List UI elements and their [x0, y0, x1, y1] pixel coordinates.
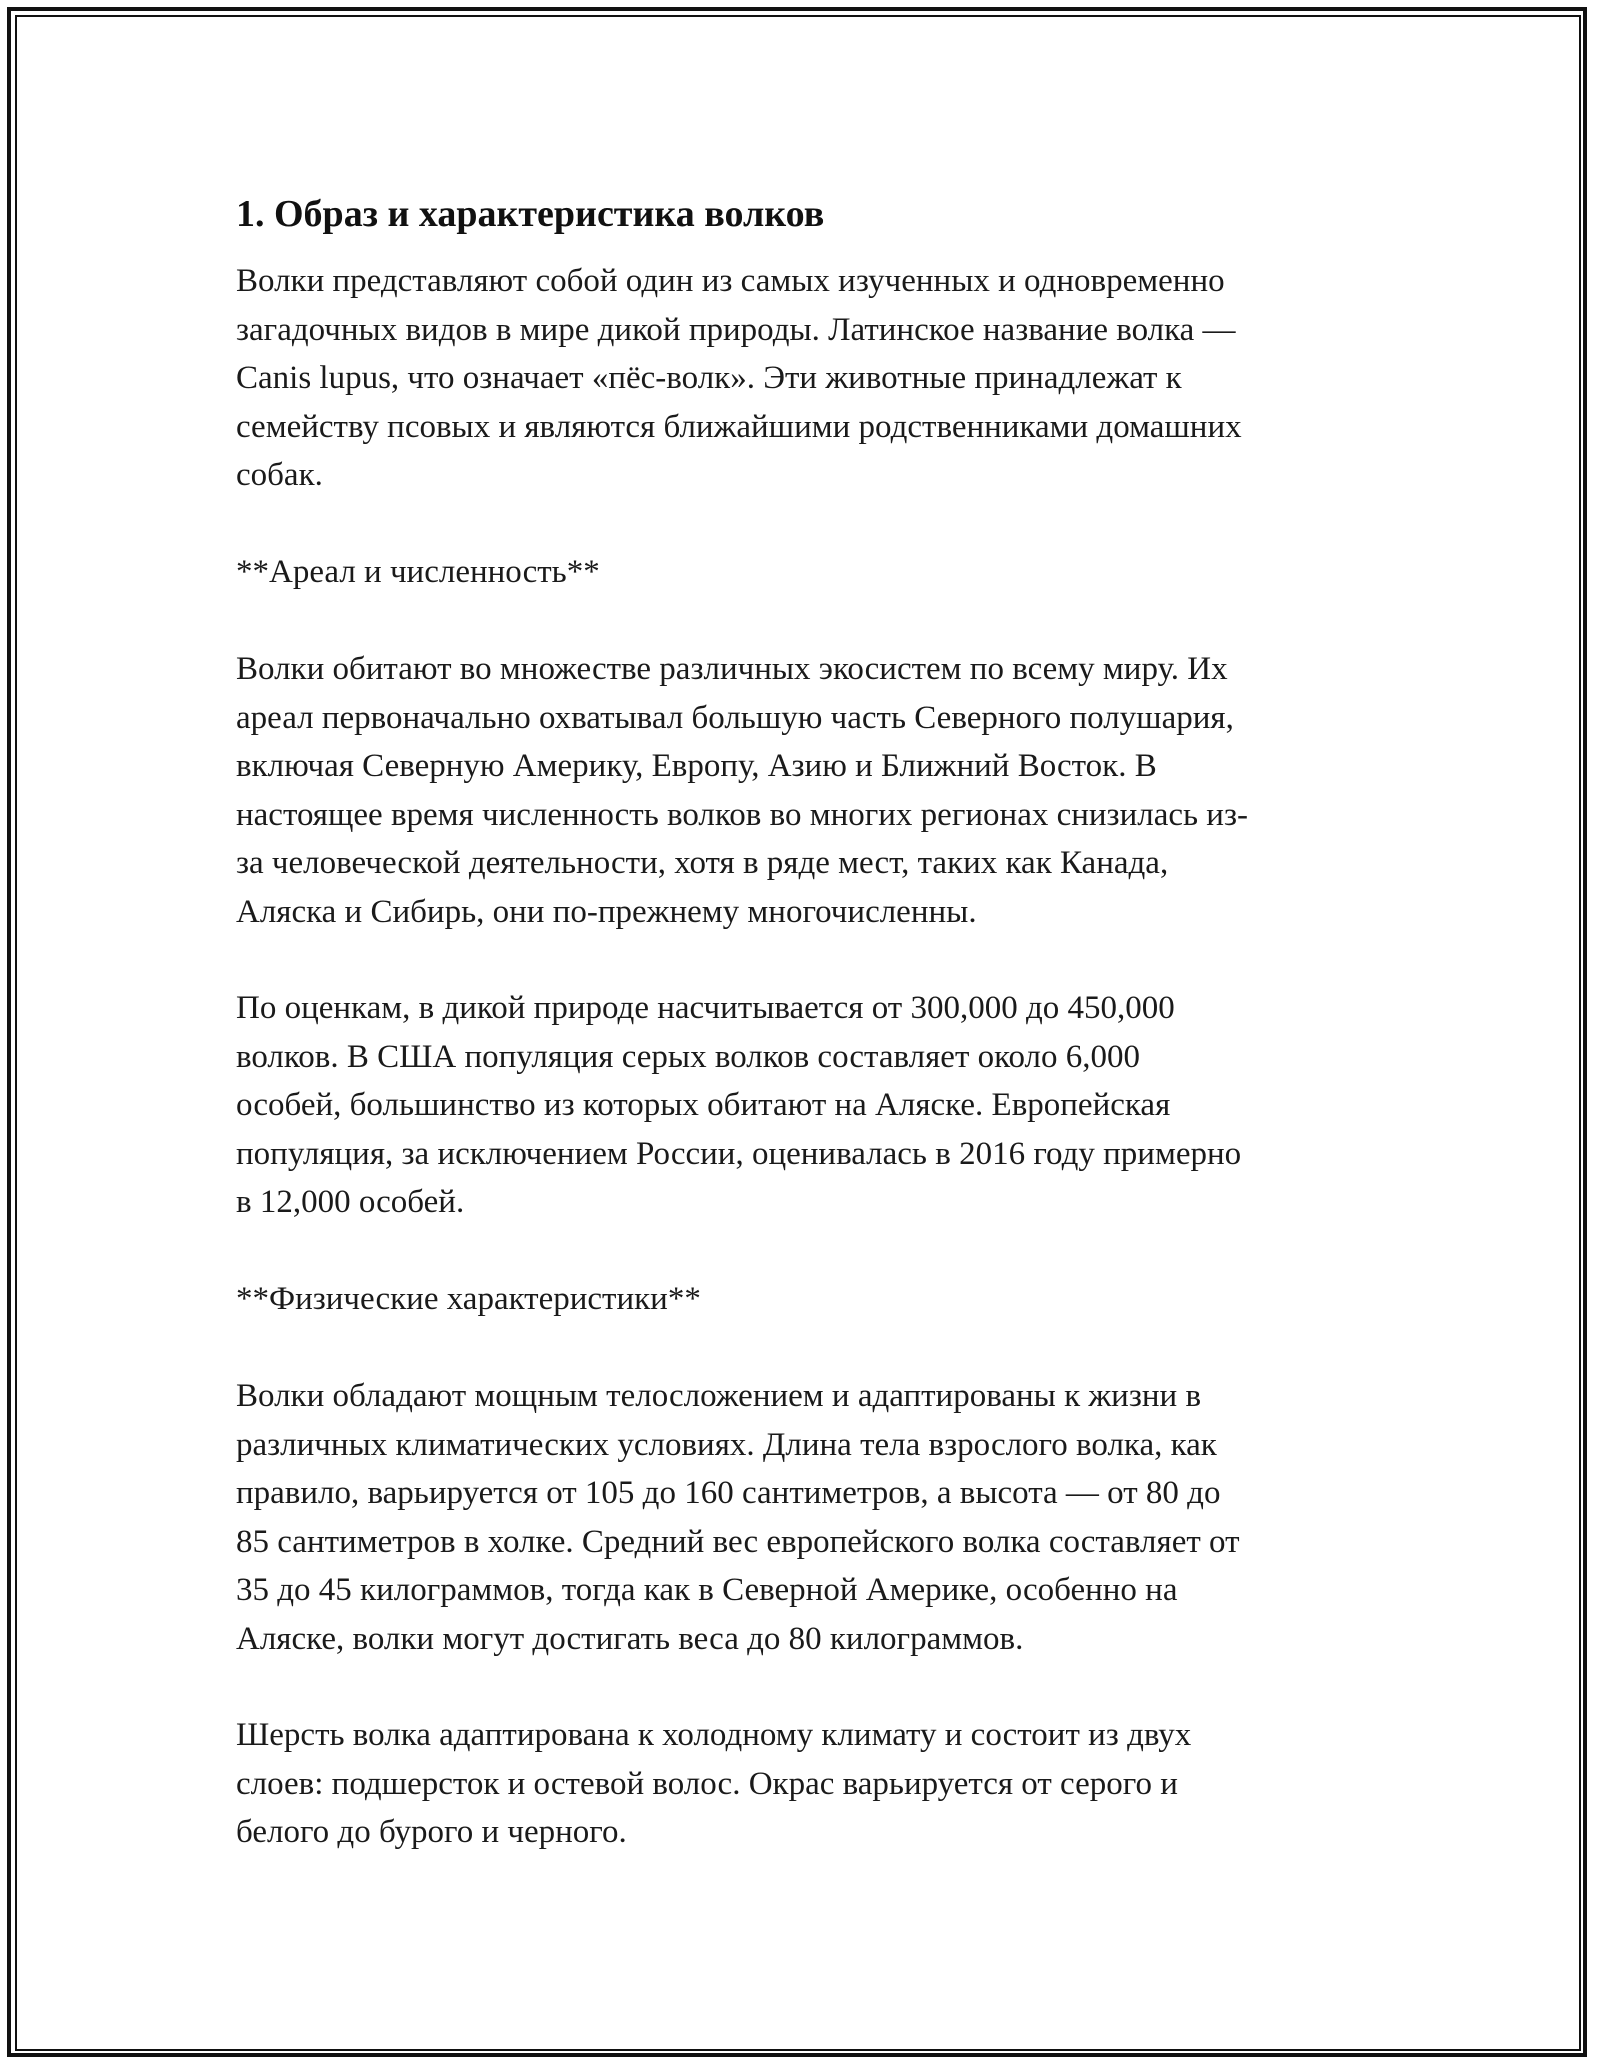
text-line: собак.: [236, 457, 323, 493]
text-line: за человеческой деятельности, хотя в ряде мест, таких как Канада,: [236, 845, 1169, 881]
text-line: 85 сантиметров в холке. Средний вес европейского волка составляет от: [236, 1523, 1240, 1560]
paragraph-fur: [236, 1711, 1366, 1857]
text-line: различных климатических условиях. Длина тела взрослого волка, как: [236, 1426, 1217, 1463]
document-body: [236, 188, 1366, 1857]
paragraph-intro: [236, 257, 1366, 500]
text-line: Волки обладают мощным телосложением и адаптированы к жизни в: [236, 1378, 1202, 1414]
text-line: Шерсть волка адаптирована к холодному климату и состоит из двух: [236, 1717, 1192, 1753]
text-line: Аляска и Сибирь, они по-прежнему многочисленны.: [236, 893, 977, 930]
text-line: особей, большинство из которых обитают на Аляске. Европейская: [236, 1087, 1171, 1123]
section-heading-range: **Ареал и численность**: [236, 553, 600, 590]
page-title: 1. Образ и характеристика волков: [236, 193, 825, 235]
text-line: загадочных видов в мире дикой природы. Латинское название волка —: [236, 311, 1236, 348]
text-line: Canis lupus, что означает «пёс-волк». Эти животные принадлежат к: [236, 360, 1182, 396]
text-line: настоящее время численность волков во многих регионах снизилась из-: [236, 796, 1248, 833]
section-heading-physical: **Физические характеристики**: [236, 1280, 701, 1317]
text-line: слоев: подшерсток и остевой волос. Окрас варьируется от серого и: [236, 1765, 1178, 1802]
text-line: По оценкам, в дикой природе насчитывается от 300,000 до 450,000: [236, 990, 1175, 1026]
text-line: белого до бурого и черного.: [236, 1814, 627, 1850]
text-line: Аляске, волки могут достигать веса до 80 килограммов.: [236, 1620, 1024, 1657]
text-line: Волки обитают во множестве различных экосистем по всему миру. Их: [236, 651, 1228, 687]
text-line: семейству псовых и являются ближайшими родственниками домашних: [236, 408, 1242, 445]
text-line: включая Северную Америку, Европу, Азию и Ближний Восток. В: [236, 748, 1157, 784]
text-line: волков. В США популяция серых волков составляет около 6,000: [236, 1038, 1141, 1075]
text-line: 35 до 45 килограммов, тогда как в Северной Америке, особенно на: [236, 1572, 1178, 1608]
text-line: правило, варьируется от 105 до 160 сантиметров, а высота — от 80 до: [236, 1475, 1221, 1511]
text-line: популяция, за исключением России, оценивалась в 2016 году примерно: [236, 1135, 1242, 1172]
paragraph-range: [236, 645, 1366, 936]
text-line: в 12,000 особей.: [236, 1184, 465, 1220]
text-line: ареал первоначально охватывал большую часть Северного полушария,: [236, 699, 1234, 736]
paragraph-population: [236, 984, 1366, 1227]
paragraph-physical: [236, 1372, 1366, 1663]
text-line: Волки представляют собой один из самых изученных и одновременно: [236, 263, 1225, 299]
